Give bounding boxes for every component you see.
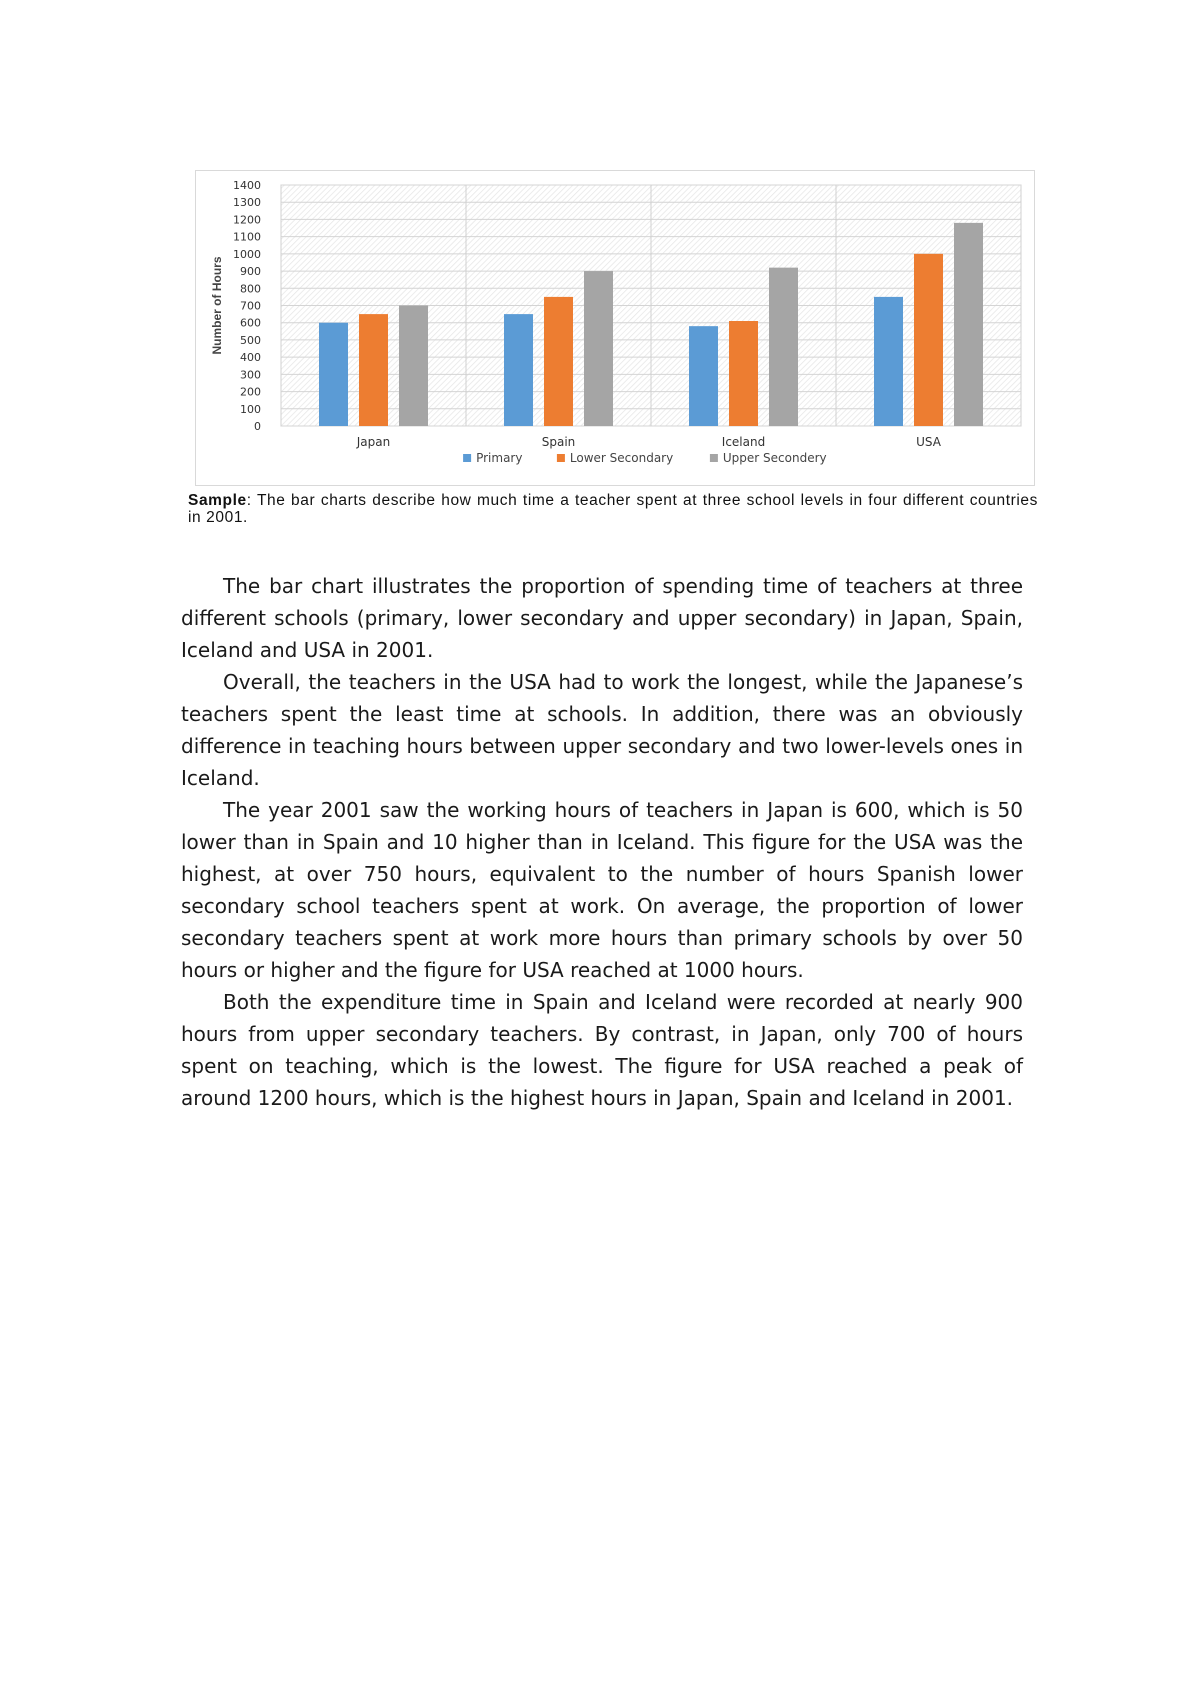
y-tick-label: 800 <box>240 282 261 296</box>
bar-usa-primary <box>874 297 903 426</box>
legend-swatch <box>557 454 565 462</box>
legend-swatch <box>463 454 471 462</box>
bar-japan-upper-secondery <box>399 306 428 427</box>
y-tick-label: 400 <box>240 351 261 365</box>
y-tick-label: 1100 <box>233 230 261 244</box>
caption-label: Sample <box>188 492 247 509</box>
essay-paragraph-overview: Overall, the teachers in the USA had to work the longest, while the Japanese’s teachers spent the least time at schools. In addition, there was an obviously difference in teaching hours between upper secondary and two lower-levels ones in Iceland. <box>181 670 1023 790</box>
bar-japan-lower-secondary <box>359 314 388 426</box>
essay-paragraph-body-1: The year 2001 saw the working hours of teachers in Japan is 600, which is 50 lower than in Spain and 10 higher than in Iceland. This figure for the USA was the highest, at over 750 hours, equivalent to the number of hours Spanish lower secondary school teachers spent at work. On average, the proportion of lower secondary teachers spent at work more hours than primary schools by over 50 hours or higher and the figure for USA reached at 1000 hours. <box>181 798 1023 982</box>
caption-text: : The bar charts describe how much time a teacher spent at three school levels in four different countries in 2001. <box>188 492 1038 526</box>
legend-swatch <box>710 454 718 462</box>
legend-label: Upper Secondery <box>722 451 827 465</box>
bar-usa-upper-secondery <box>954 223 983 426</box>
x-tick-label: Iceland <box>721 435 766 449</box>
y-tick-label: 1000 <box>233 247 261 261</box>
y-tick-label: 900 <box>240 265 261 279</box>
x-tick-label: USA <box>916 435 941 449</box>
y-axis-label: Number of Hours <box>210 256 224 355</box>
bar-usa-lower-secondary <box>914 254 943 426</box>
essay-paragraph-intro: The bar chart illustrates the proportion of spending time of teachers at three different schools (primary, lower secondary and upper secondary) in Japan, Spain, Iceland and USA in 2001. <box>181 574 1023 662</box>
y-tick-label: 300 <box>240 368 261 382</box>
y-tick-label: 500 <box>240 333 261 347</box>
x-tick-label: Japan <box>356 435 391 449</box>
y-tick-label: 700 <box>240 299 261 313</box>
legend-label: Primary <box>476 451 523 465</box>
legend-label: Lower Secondary <box>569 451 674 465</box>
y-tick-label: 1200 <box>233 213 261 227</box>
bar-iceland-lower-secondary <box>729 321 758 426</box>
y-tick-label: 200 <box>240 385 261 399</box>
figure-caption <box>188 492 1038 526</box>
bar-chart <box>196 171 1034 485</box>
essay-body <box>181 570 1023 1114</box>
y-tick-label: 1400 <box>233 179 261 192</box>
essay-paragraph-body-2: Both the expenditure time in Spain and Iceland were recorded at nearly 900 hours from upper secondary teachers. By contrast, in Japan, only 700 of hours spent on teaching, which is the lowest. The figure for USA reached a peak of around 1200 hours, which is the highest hours in Japan, Spain and Iceland in 2001. <box>181 990 1023 1110</box>
bar-japan-primary <box>319 323 348 426</box>
bar-iceland-primary <box>689 326 718 426</box>
y-tick-label: 100 <box>240 402 261 416</box>
bar-iceland-upper-secondery <box>769 268 798 426</box>
bar-spain-primary <box>504 314 533 426</box>
x-tick-label: Spain <box>541 435 576 449</box>
bar-spain-lower-secondary <box>544 297 573 426</box>
y-tick-label: 0 <box>254 420 261 433</box>
y-tick-label: 600 <box>240 316 261 330</box>
bar-spain-upper-secondery <box>584 271 613 426</box>
y-tick-label: 1300 <box>233 196 261 210</box>
chart-figure <box>195 170 1035 486</box>
